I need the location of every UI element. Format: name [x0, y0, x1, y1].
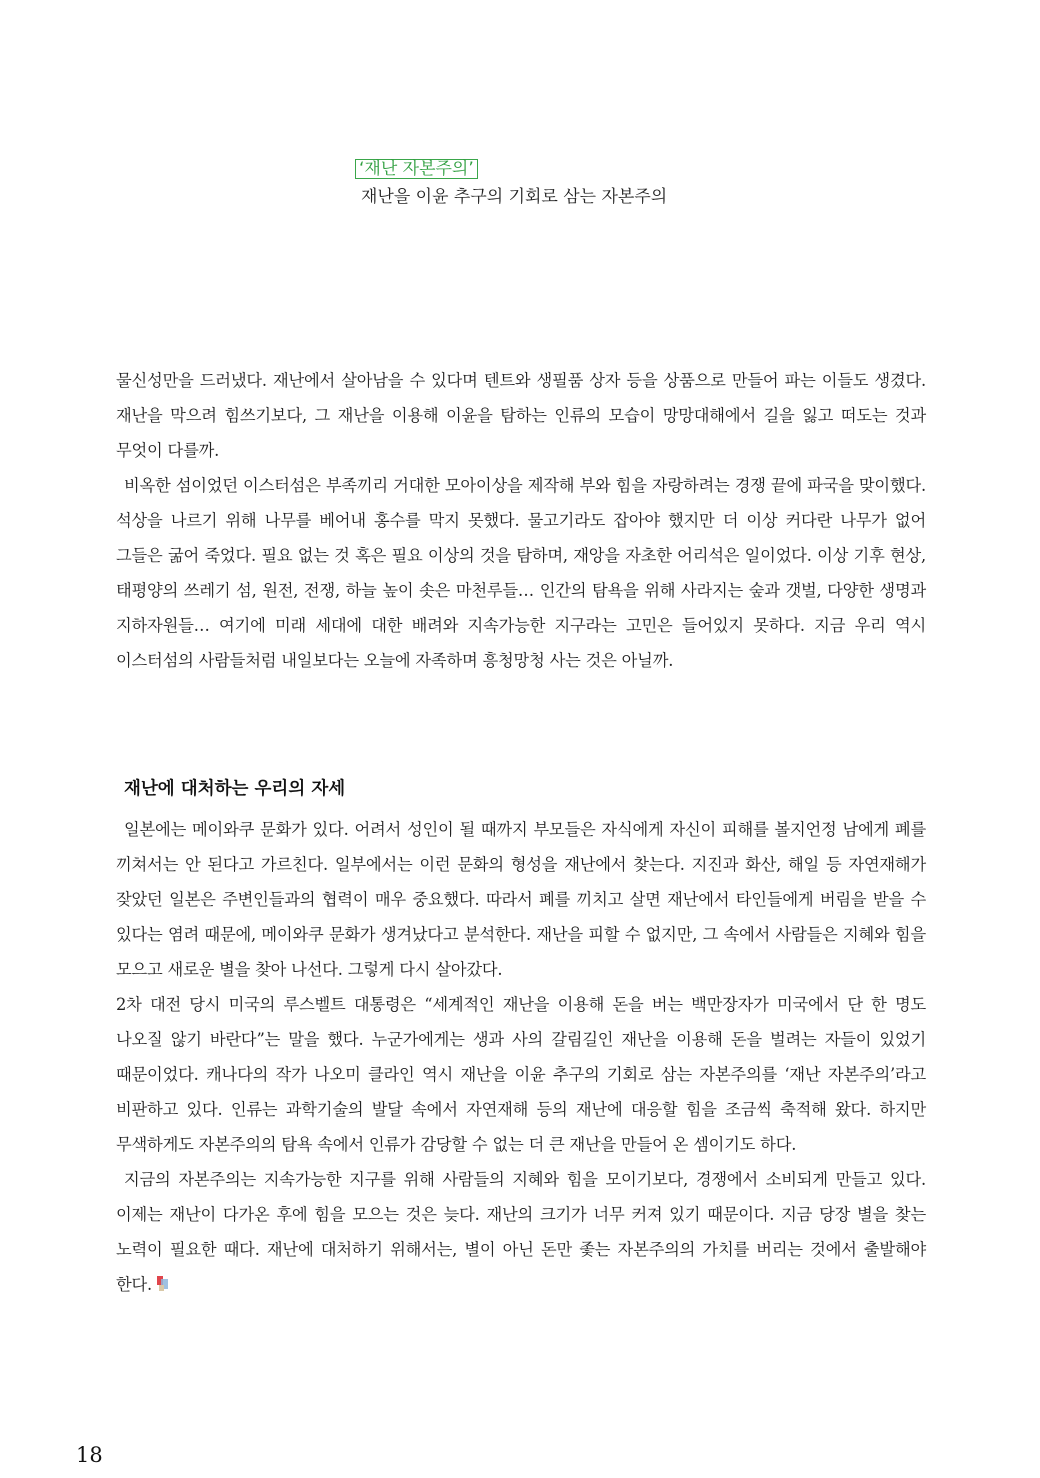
end-mark-icon — [156, 1273, 170, 1293]
glossary-term: ‘재난 자본주의’ — [355, 159, 478, 179]
body-text-section — [116, 812, 926, 1302]
section-heading: 재난에 대처하는 우리의 자세 — [124, 779, 346, 799]
paragraph: 2차 대전 당시 미국의 루스벨트 대통령은 “세계적인 재난을 이용해 돈을 버는 백만장자가 미국에서 단 한 명도 나오질 않기 바란다”는 말을 했다. 누군가에게는 생과 사의 갈림길인 재난을 이용해 돈을 벌려는 자들이 있었기 때문이었다. 캐나다의 작가 나오미 클라인 역시 재난을 이윤 추구의 기회로 삼는 자본주의를 ‘재난 자본주의’라고 비판하고 있다. 인류는 과학기술의 발달 속에서 자연재해 등의 재난에 대응할 힘을 조금씩 축적해 왔다. 하지만 무색하게도 자본주의의 탐욕 속에서 인류가 감당할 수 없는 더 큰 재난을 만들어 온 셈이기도 하다. — [116, 995, 926, 1154]
paragraph: 일본에는 메이와쿠 문화가 있다. 어려서 성인이 될 때까지 부모들은 자식에게 자신이 피해를 볼지언정 남에게 폐를 끼쳐서는 안 된다고 가르친다. 일부에서는 이런 문화의 형성을 재난에서 찾는다. 지진과 화산, 해일 등 자연재해가 잦았던 일본은 주변인들과의 협력이 매우 중요했다. 따라서 폐를 끼치고 살면 재난에서 타인들에게 버림을 받을 수 있다는 염려 때문에, 메이와쿠 문화가 생겨났다고 분석한다. 재난을 피할 수 없지만, 그 속에서 사람들은 지혜와 힘을 모으고 새로운 별을 찾아 나선다. 그렇게 다시 살아갔다. — [116, 820, 926, 979]
page-number: 18 — [76, 1443, 103, 1467]
glossary-definition: 재난을 이윤 추구의 기회로 삼는 자본주의 — [361, 187, 668, 207]
paragraph: 비옥한 섬이었던 이스터섬은 부족끼리 거대한 모아이상을 제작해 부와 힘을 자랑하려는 경쟁 끝에 파국을 맞이했다. 석상을 나르기 위해 나무를 베어내 홍수를 막지 못했다. 물고기라도 잡아야 했지만 더 이상 커다란 나무가 없어 그들은 굶어 죽었다. 필요 없는 것 혹은 필요 이상의 것을 탐하며, 재앙을 자초한 어리석은 일이었다. 이상 기후 현상, 태평양의 쓰레기 섬, 원전, 전쟁, 하늘 높이 솟은 마천루들… 인간의 탐욕을 위해 사라지는 숲과 갯벌, 다양한 생명과 지하자원들… 여기에 미래 세대에 대한 배려와 지속가능한 지구라는 고민은 들어있지 못하다. 지금 우리 역시 이스터섬의 사람들처럼 내일보다는 오늘에 자족하며 흥청망청 사는 것은 아닐까. — [116, 476, 926, 670]
paragraph: 물신성만을 드러냈다. 재난에서 살아남을 수 있다며 텐트와 생필품 상자 등을 상품으로 만들어 파는 이들도 생겼다. 재난을 막으려 힘쓰기보다, 그 재난을 이용해 이윤을 탐하는 인류의 모습이 망망대해에서 길을 잃고 떠도는 것과 무엇이 다를까. — [116, 371, 926, 460]
paragraph-last — [116, 1162, 926, 1302]
body-text-top — [116, 363, 926, 678]
paragraph-text: 지금의 자본주의는 지속가능한 지구를 위해 사람들의 지혜와 힘을 모이기보다, 경쟁에서 소비되게 만들고 있다. 이제는 재난이 다가온 후에 힘을 모으는 것은 늦다. 재난의 크기가 너무 커져 있기 때문이다. 지금 당장 별을 찾는 노력이 필요한 때다. 재난에 대처하기 위해서는, 별이 아닌 돈만 좇는 자본주의의 가치를 버리는 것에서 출발해야 한다. — [116, 1170, 926, 1294]
